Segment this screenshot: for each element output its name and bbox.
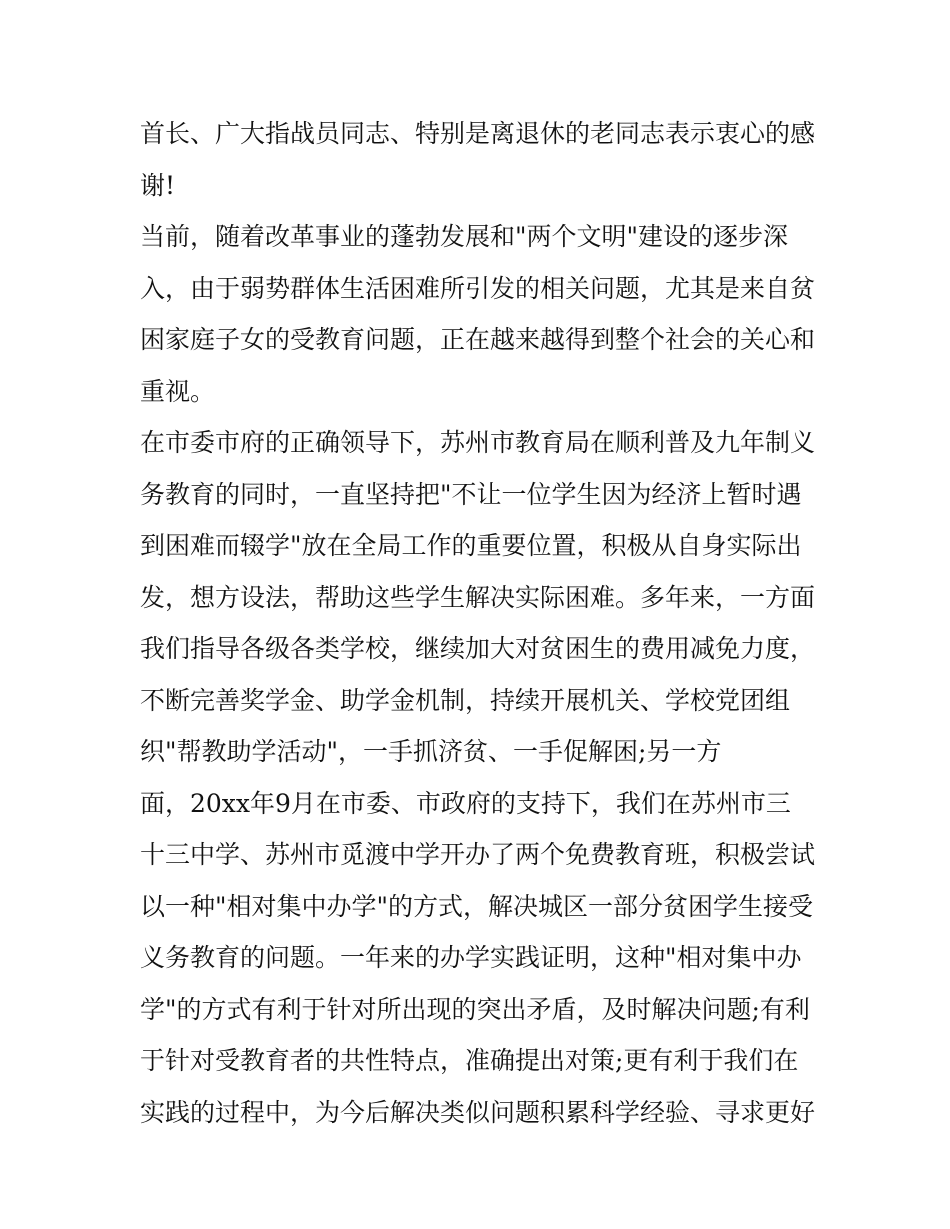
text-line: 以一种"相对集中办学"的方式，解决城区一部分贫困学生接受 [140,891,814,921]
text-line: 当前，随着改革事业的蓬勃发展和"两个文明"建设的逐步深 [140,222,789,251]
text-line: 面，20xx年9月在市委、市政府的支持下，我们在苏州市三 [140,788,791,818]
text-line: 织"帮教助学活动"，一手抓济贫、一手促解困;另一方 [140,737,722,766]
text-line: 困家庭子女的受教育问题，正在越来越得到整个社会的关心和 [140,325,816,354]
text-line: 实践的过程中，为今后解决类似问题积累科学经验、寻求更好 [140,1097,816,1127]
text-line: 发，想方设法，帮助这些学生解决实际困难。多年来，一方面 [140,582,816,612]
text-line: 不断完善奖学金、助学金机制，持续开展机关、学校党团组 [140,685,791,715]
text-line: 入，由于弱势群体生活困难所引发的相关问题，尤其是来自贫 [140,273,816,303]
text-line: 到困难而辍学"放在全局工作的重要位置，积极从自身实际出 [140,531,802,560]
text-line: 谢! [140,170,176,200]
text-line: 十三中学、苏州市觅渡中学开办了两个免费教育班，积极尝试 [140,840,816,869]
text-line: 务教育的同时，一直坚持把"不让一位学生因为经济上暂时遇 [140,479,802,509]
text-line: 在市委市府的正确领导下，苏州市教育局在顺利普及九年制义 [140,428,816,457]
text-line: 学"的方式有利于针对所出现的突出矛盾，及时解决问题;有利 [140,994,810,1024]
text-line: 首长、广大指战员同志、特别是离退休的老同志表示衷心的感 [140,119,816,148]
text-line: 我们指导各级各类学校，继续加大对贫困生的费用减免力度， [140,634,816,663]
text-line: 重视。 [140,376,216,406]
text-line: 义务教育的问题。一年来的办学实践证明，这种"相对集中办 [140,943,802,972]
body-text [140,108,830,1138]
text-line: 于针对受教育者的共性特点，准确提出对策;更有利于我们在 [140,1046,799,1075]
